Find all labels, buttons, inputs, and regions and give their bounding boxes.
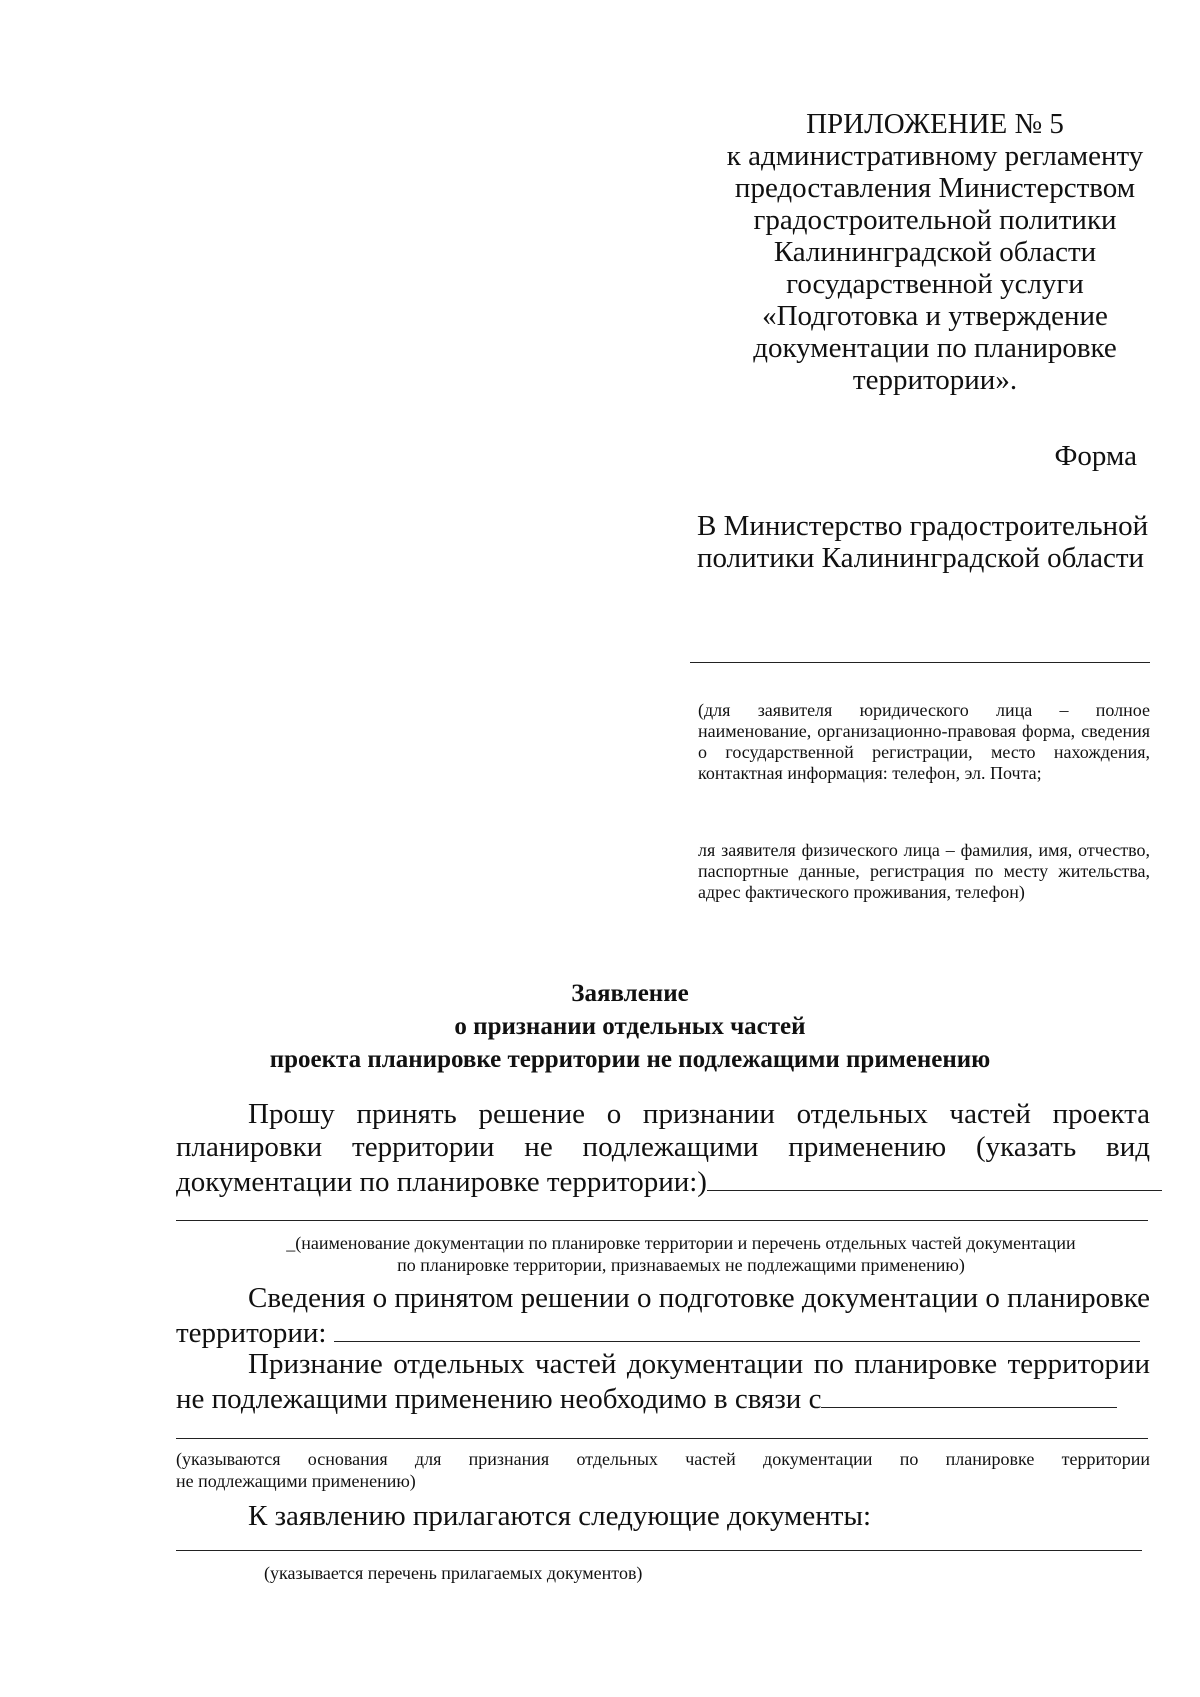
addressee-line: В Министерство градостроительной — [697, 510, 1149, 542]
text-line — [176, 1381, 1117, 1416]
hint-line — [216, 1232, 1146, 1254]
text-line — [176, 1164, 1162, 1199]
appendix-header — [700, 108, 1170, 396]
hint-attachments: (указывается перечень прилагаемых документов) — [264, 1563, 643, 1583]
reason-field[interactable] — [821, 1381, 1117, 1408]
hint-mark: _ — [286, 1233, 296, 1253]
text-segment: территории: — [176, 1317, 327, 1349]
hint-documentation — [216, 1232, 1146, 1276]
text-line: К заявлению прилагаются следующие документы: — [248, 1500, 872, 1532]
reason-field-line[interactable] — [176, 1438, 1148, 1439]
decision-info-field[interactable] — [334, 1315, 1140, 1342]
hint-text: (наименование документации по планировке территории и перечень отдельных частей документации — [295, 1233, 1076, 1253]
hint-line: не подлежащими применению) — [176, 1471, 416, 1491]
appendix-line: «Подготовка и утверждение — [762, 300, 1108, 332]
attachments-field-line[interactable] — [176, 1550, 1142, 1551]
hint-line: по планировке территории, признаваемых не подлежащими применению) — [397, 1255, 965, 1275]
text-line: Прошу принять решение о признании отдельных частей проекта — [248, 1098, 1150, 1130]
applicant-note-legal: (для заявителя юридического лица – полное наименование, организационно-правовая форма, сведения о государственной регистрации, место нахождения, контактная информация: телефон, эл. Почта; — [698, 700, 1150, 783]
documentation-type-field-line[interactable] — [176, 1220, 1148, 1221]
appendix-line: к административному регламенту — [726, 140, 1144, 172]
text-line: Признание отдельных частей документации по планировке территории — [248, 1348, 1150, 1380]
appendix-line: территории». — [852, 364, 1018, 396]
addressee-block — [697, 510, 1149, 574]
appendix-line: документации по планировке — [753, 332, 1117, 364]
appendix-line: градостроительной политики — [753, 204, 1117, 236]
form-label: Форма — [1054, 440, 1137, 472]
hint-line: (указываются основания для признания отдельных частей документации по планировке территории — [176, 1449, 1150, 1469]
document-subtitle: проекта планировке территории не подлежащими применению — [269, 1046, 991, 1073]
document-title: Заявление — [571, 980, 689, 1007]
appendix-line: предоставления Министерством — [734, 172, 1136, 204]
hint-reason — [176, 1448, 1150, 1492]
text-line — [176, 1315, 1140, 1350]
text-line: планировки территории не подлежащими применению (указать вид — [176, 1131, 1150, 1163]
addressee-line: политики Калининградской области — [697, 542, 1145, 574]
appendix-line: ПРИЛОЖЕНИЕ № 5 — [806, 108, 1064, 140]
applicant-blank-line — [690, 662, 1150, 663]
appendix-line: Калининградской области — [773, 236, 1097, 268]
text-segment: не подлежащими применению необходимо в связи с — [176, 1383, 822, 1415]
applicant-note-individual: ля заявителя физического лица – фамилия, имя, отчество, паспортные данные, регистрация по месту жительства, адрес фактического проживания, телефон) — [698, 840, 1150, 902]
document-subtitle: о признании отдельных частей — [454, 1013, 806, 1040]
text-segment: документации по планировке территории:) — [176, 1166, 707, 1198]
documentation-type-field[interactable] — [707, 1164, 1162, 1191]
appendix-line: государственной услуги — [786, 268, 1084, 300]
text-line: Сведения о принятом решении о подготовке документации о планировке — [248, 1282, 1151, 1314]
